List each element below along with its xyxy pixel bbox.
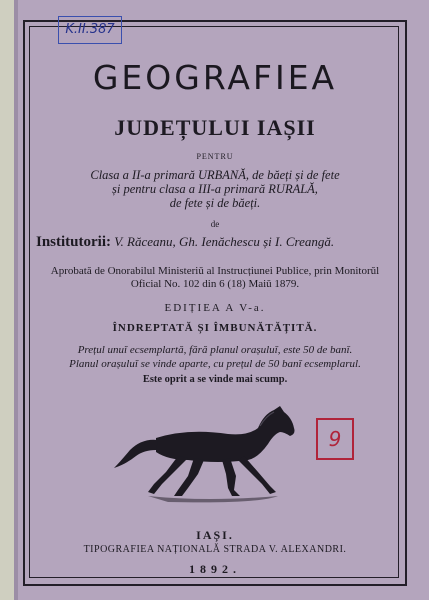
- revised-label: ÎNDREPTATĂ ȘI ÎMBUNĂTĂȚITĂ.: [112, 322, 318, 334]
- class-line: Clasa a II-a primară URBANĂ, de băeți și de fete: [90, 168, 340, 182]
- class-line: de fete și de băeți.: [169, 196, 261, 210]
- authors: V. Răceanu, Gh. Ienăchescu și I. Creangă.: [114, 234, 335, 249]
- paper-spine: [0, 0, 14, 600]
- pentru-label: PENTRU: [196, 152, 234, 161]
- edition: EDIȚIEA A V-a.: [164, 302, 266, 314]
- horse-illustration: [108, 398, 308, 506]
- authors-line: [36, 234, 396, 251]
- handwritten-mark: 9: [316, 418, 354, 460]
- spine-edge: [14, 0, 18, 600]
- title: GEOGRAFIEA: [92, 58, 338, 97]
- class-line: și pentru clasa a III-a primară RURALĂ,: [112, 182, 318, 196]
- institutori-label: Institutorii:: [36, 234, 111, 250]
- subtitle: JUDEȚULUI IAȘII: [114, 115, 316, 140]
- approval-line: Aprobată de Onorabilul Ministeriŭ al Instrucțiunei Publice, prin Monitorŭl: [50, 265, 380, 277]
- approval-line: Oficial No. 102 din 6 (18) Maiŭ 1879.: [130, 278, 300, 290]
- price-line: Planul orașuluĭ se vinde aparte, cu prețul de 50 banĭ ecsemplarul.: [69, 358, 361, 370]
- de-label: de: [210, 219, 220, 229]
- price-notice: Este oprit a se vinde mai scump.: [142, 374, 288, 385]
- year: 1892.: [189, 562, 241, 576]
- city: IAȘI.: [196, 528, 234, 542]
- printer: TIPOGRAFIEA NAȚIONALĂ STRADA V. ALEXANDRI.: [83, 544, 347, 555]
- library-stamp: K.II.387: [58, 16, 122, 44]
- price-line: Prețul unuĭ ecsemplartă, fără planul orașuluĭ, este 50 de banĭ.: [77, 344, 353, 356]
